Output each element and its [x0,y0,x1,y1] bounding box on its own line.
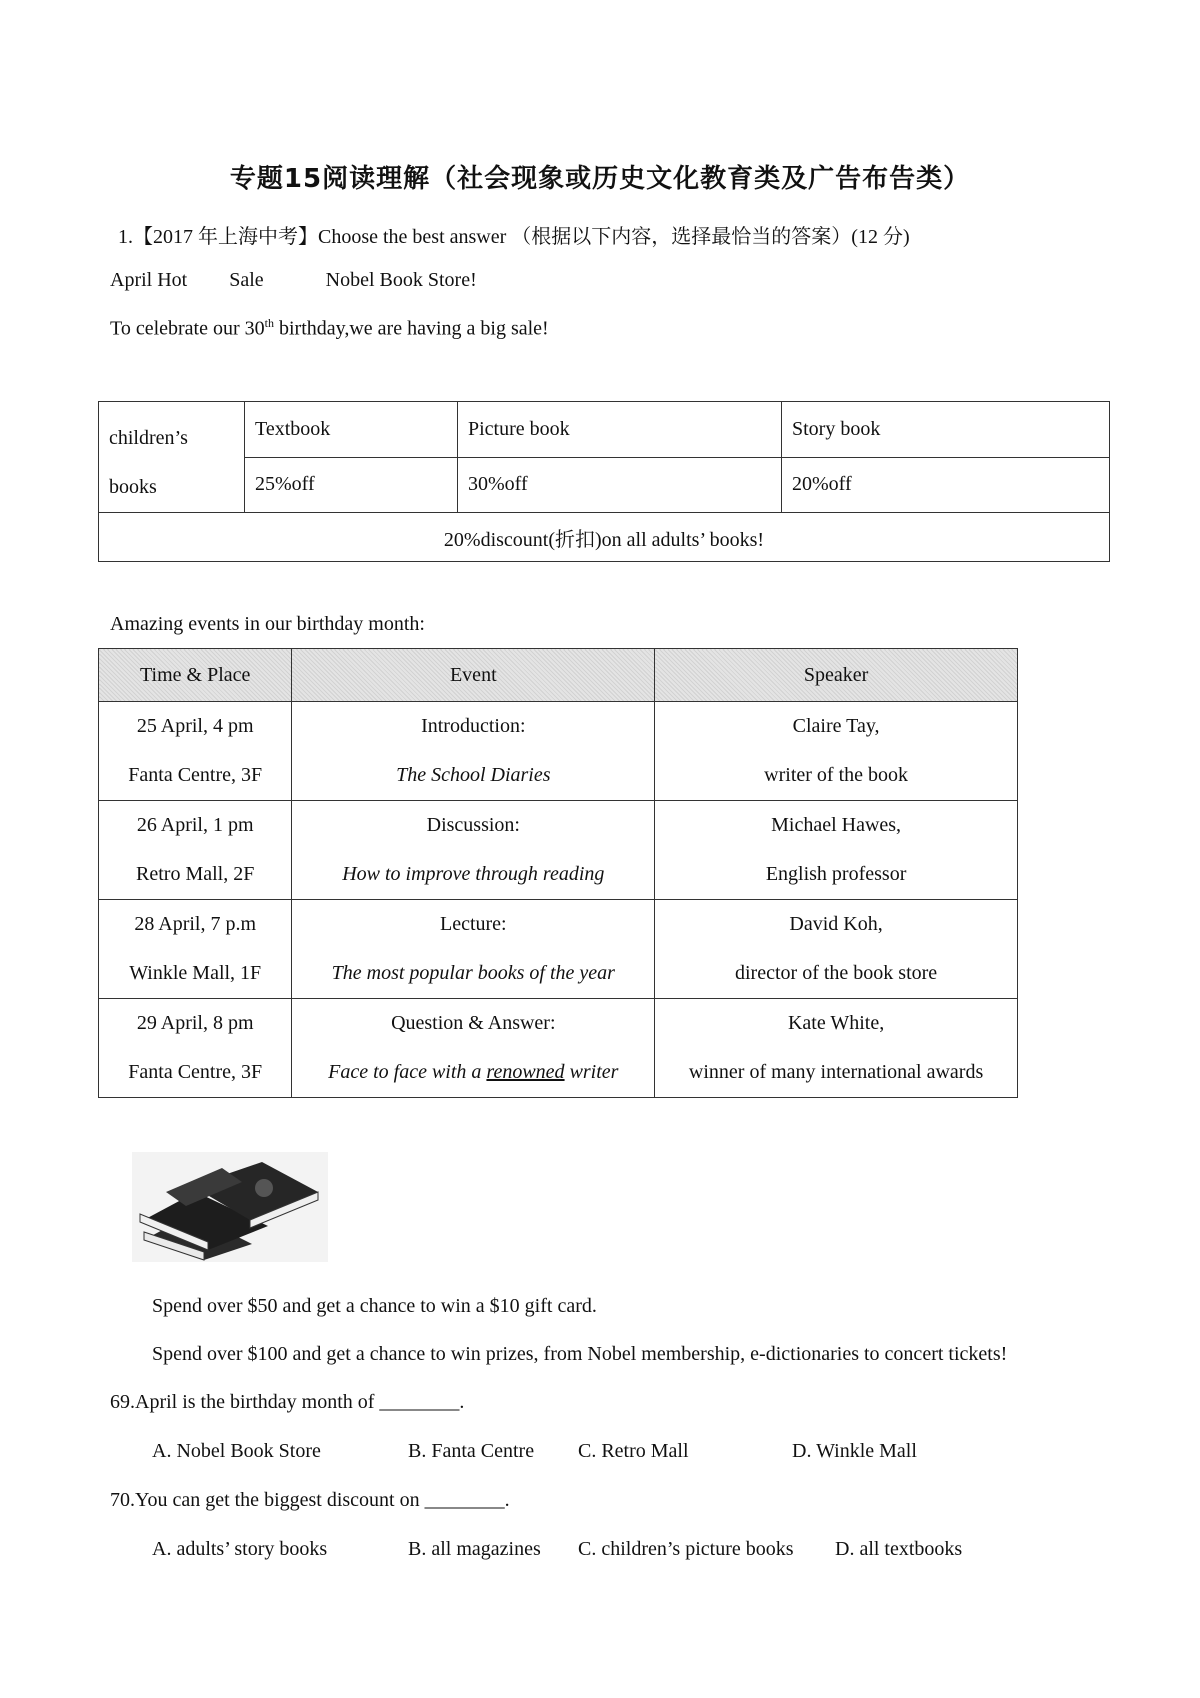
speaker-role: English professor [765,863,907,885]
event-type: Lecture: [439,913,507,935]
event-place: Fanta Centre, 3F [128,764,263,786]
question-70-option-b[interactable]: B. all magazines [408,1538,541,1560]
speaker-role: director of the book store [735,962,938,984]
event-type: Discussion: [426,814,520,836]
time-place-cell [99,801,292,900]
event-title [328,1061,618,1083]
event-time: 26 April, 1 pm [136,814,254,836]
event-title-underlined-word: renowned [486,1061,565,1083]
question-69-stem: 69.April is the birthday month of ________. [110,1391,465,1413]
question-69-option-d[interactable]: D. Winkle Mall [792,1440,917,1462]
sale-discount-row [99,457,1110,513]
events-intro: Amazing events in our birthday month: [110,613,425,635]
textbook-discount: 25%off [245,457,458,513]
category-line-2: books [109,476,157,498]
speaker-role: writer of the book [764,764,909,786]
table-row [99,900,1018,999]
event-title-end: writer [564,1061,619,1083]
picture-book-header: Picture book [458,402,782,458]
time-place-header: Time & Place [99,649,292,702]
time-place-cell [99,999,292,1098]
celebrate-line [110,316,549,341]
children-books-cell [99,402,245,513]
event-place: Winkle Mall, 1F [129,962,262,984]
event-cell [292,702,655,801]
question-70-stem: 70.You can get the biggest discount on ________. [110,1489,510,1511]
adults-discount-cell: 20%discount(折扣)on all adults’ books! [99,513,1110,562]
events-table [98,648,1018,1098]
page-title: 专题15阅读理解（社会现象或历史文化教育类及广告布告类） [229,164,971,194]
question-intro: 1.【2017 年上海中考】Choose the best answer （根据以下内容，选择最恰当的答案）(12 分) [118,226,910,248]
question-69-option-c[interactable]: C. Retro Mall [578,1440,689,1462]
question-70-option-d[interactable]: D. all textbooks [835,1538,963,1560]
headline-part-1: April Hot [110,269,188,291]
event-cell [292,801,655,900]
textbook-header: Textbook [245,402,458,458]
time-place-cell [99,900,292,999]
celebrate-superscript: th [264,316,274,330]
sale-header-row [99,402,1110,458]
event-place: Fanta Centre, 3F [128,1061,263,1083]
speaker-name: Claire Tay, [792,715,880,737]
celebrate-text: To celebrate our 30 [110,317,265,340]
event-place: Retro Mall, 2F [136,863,255,885]
events-header-row [99,649,1018,702]
stack-of-books-icon [132,1152,328,1262]
category-line-1: children’s [109,427,188,449]
event-type: Question & Answer: [391,1012,556,1034]
event-time: 29 April, 8 pm [136,1012,254,1034]
headline-part-3: Nobel Book Store! [325,269,477,291]
event-cell [292,999,655,1098]
speaker-name: David Koh, [789,913,883,935]
event-time: 28 April, 7 p.m [134,913,257,935]
table-row [99,999,1018,1098]
picture-book-discount: 30%off [458,457,782,513]
event-title: How to improve through reading [342,863,605,885]
story-book-header: Story book [782,402,1110,458]
speaker-cell [655,702,1018,801]
event-header: Event [292,649,655,702]
event-cell [292,900,655,999]
speaker-cell [655,999,1018,1098]
event-type: Introduction: [421,715,526,737]
speaker-role: winner of many international awards [688,1061,984,1083]
table-row [99,702,1018,801]
spend-line-1: Spend over $50 and get a chance to win a $10 gift card. [152,1295,597,1317]
event-title-start: Face to face with a [328,1061,487,1083]
sale-footer-row [99,513,1110,562]
sale-table [98,401,1110,562]
speaker-cell [655,900,1018,999]
spend-line-2: Spend over $100 and get a chance to win prizes, from Nobel membership, e-dictionaries to concert tickets! [152,1343,1008,1365]
headline-part-2: Sale [229,269,264,291]
event-title: The School Diaries [396,764,551,786]
question-69-option-a[interactable]: A. Nobel Book Store [152,1440,321,1462]
question-70-option-c[interactable]: C. children’s picture books [578,1538,794,1560]
event-title: The most popular books of the year [331,962,615,984]
story-book-discount: 20%off [782,457,1110,513]
speaker-cell [655,801,1018,900]
time-place-cell [99,702,292,801]
event-time: 25 April, 4 pm [136,715,254,737]
table-row [99,801,1018,900]
question-70-option-a[interactable]: A. adults’ story books [152,1538,328,1560]
question-69-option-b[interactable]: B. Fanta Centre [408,1440,535,1462]
speaker-header: Speaker [655,649,1018,702]
speaker-name: Michael Hawes, [771,814,902,836]
ad-headline [110,269,477,292]
celebrate-text-end: birthday,we are having a big sale! [273,317,549,340]
speaker-name: Kate White, [787,1012,885,1034]
